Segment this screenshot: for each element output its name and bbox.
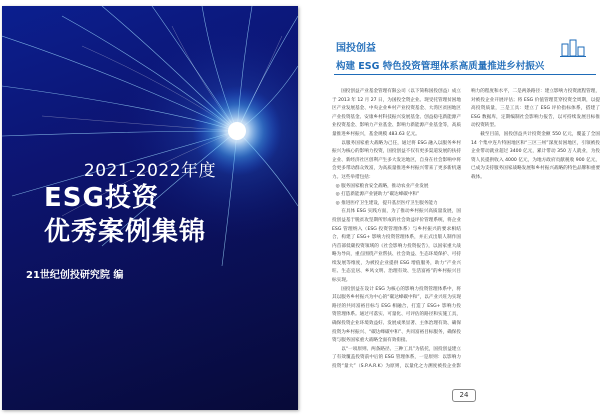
paragraph-6: 截至目前，国投创益共计投资金额 550 亿元，覆盖了全国 14 个集中连片特困地区和“三区三州”深度贫困地区，引领被投企业带动就业超过 3400 亿元，累计带动 350 万人就业，为投资人民提供收入 4000 亿元，为地方政府贡献税收 900 亿元，已成为支持服务国家战略发展和乡村振兴战略的特色品牌和重要载体。	[471, 131, 600, 180]
building-chart-icon	[560, 36, 586, 58]
article-body	[332, 88, 600, 378]
paragraph-2: 以服务国家重大战略为己任，通过将 ESG 融入以服务乡村振兴为核心的影响力投资，国投创益不仅有更多渠道发展的扶持企业、新经济社区创利产生多大发达地区，自身在社会影响中将会更多带动群众致富，为高质量推进乡村振兴带来了更多新机遇力。这些举措包括：	[332, 140, 461, 180]
cover-title-line1: ESG投资	[44, 183, 159, 213]
paragraph-4: 国投创益在设计 ESG 为核心的影响力投资管理体系中，将其以服务乡村振兴为中心的“碳达峰碳中和”，以产业兴旺为实现路径的共同富裕目标与 ESG 相融合，打造了 ESG+ 影响力投资管理体系。通过可落实、可量化、可评估的路径和实施工具，确保投资企业环境效益好、发展成果显著、主体治理有效、确保投资为乡村振兴、“碳达峰碳中和”、共同富裕目标服务，确保投资与服务国家重大战略全面有效衔接。	[332, 286, 461, 344]
column-label: 国投创益	[336, 43, 376, 54]
bullet-3: ◎ 推进医疗卫生建设，提升基层医疗卫生服务能力	[335, 200, 438, 206]
article-page	[316, 6, 609, 410]
cover-title	[44, 181, 206, 249]
bullet-1: ◎ 服务国家粮食安全战略，推动农业产业发展	[335, 183, 429, 189]
cover-title-line2: 优秀案例集锦	[44, 217, 207, 247]
book-cover	[2, 6, 298, 410]
cover-year: 2021-2022年度	[83, 161, 217, 181]
cover-editor: 21世纪创投研究院 编	[26, 270, 124, 281]
title-divider	[334, 74, 596, 75]
article-title: 构建 ESG 特色投资管理体系高质量推进乡村振兴	[336, 61, 545, 72]
page-number: 24	[452, 389, 476, 402]
paragraph-5: 以“一项原则、两条路径、三种工具”为依托，国投创益建立了有效覆盖投资前中后的 ESG 管理体系，一是原则：以影响力投资“量大”（S.P.A.R.K）为原则，以量化之力测度被投企业影响力的程度和水平，二是两条路径：建立影响力投资流程管理，对被投企业开展评估；将 ESG 价值管理贯穿投资全周期，以提高投资质量，三是工具：建立了 ESG 评价指标体系，搭建了 ESG 数据库，定期编制社会影响力报告，以可持续发展目标推动投资转型。	[332, 89, 600, 369]
bullet-2: ◎ 打造新能源产业链助力“碳达峰碳中和”	[335, 192, 420, 198]
paragraph-3: 在具体 ESG 实践方面，为了推动乡村振兴高质量发展，国投创益基于脱贫攻坚期所形成的社会效益评价管理系统，将企业 ESG 管理纳入（ESG 投资管理体系）与乡村振兴的要求相结合，构建了 ESG+ 影响力投资管理体系，并正式出版人制作国内首部低碳投资领域的《社会影响力投资报告》，以国家重大战略为导向，重点围绕产业帮扶、社会效益、生态环境保护、可持续发展等维度，为被投企业提供 ESG 增值服务，助力“产业兴旺、生态宜居、乡风文明、治理有效、生活富裕”的乡村振兴目标实现。	[332, 209, 461, 284]
paragraph-1: 国投创益产业基金管理有限公司（以下简称国投创益）成立于 2013 年 12 月 27 日，为国投全资企业。现受托管理贫困地区产业发展基金、中央企业乡村产业投资基金、大湾区贫困地区产业投资基金、安康乡村科技振兴发展基金、创益稳屯新能源产业投资基金、影响力产业基金、影响力新能源产业基金等，高质量推进乡村振兴，基金规模 483.63 亿元。	[332, 89, 461, 137]
